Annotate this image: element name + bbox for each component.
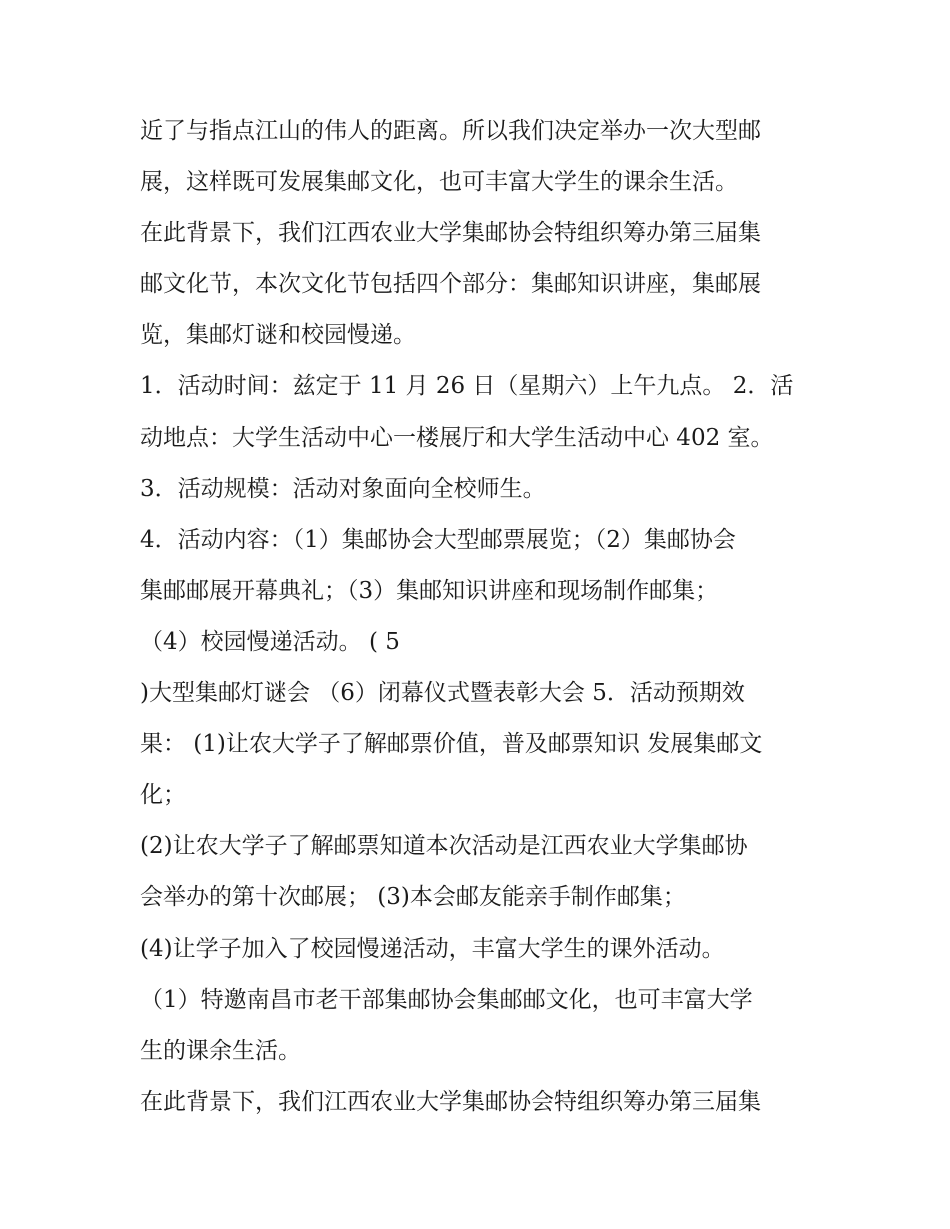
text-line: 生的课余生活。 — [140, 1037, 301, 1064]
text-line: 果： (1)让农大学子了解邮票价值，普及邮票知识 发展集邮文 — [140, 731, 763, 758]
text-line: 在此背景下，我们江西农业大学集邮协会特组织筹办第三届集 — [140, 1088, 761, 1115]
text-line: 3．活动规模：活动对象面向全校师生。 — [140, 475, 546, 502]
text-line: 览，集邮灯谜和校园慢递。 — [140, 322, 416, 349]
text-line: 4．活动内容：（1）集邮协会大型邮票展览；（2）集邮协会 — [140, 526, 736, 553]
text-line: (2)让农大学子了解邮票知道本次活动是江西农业大学集邮协 — [140, 833, 748, 860]
text-line: 在此背景下，我们江西农业大学集邮协会特组织筹办第三届集 — [140, 220, 761, 247]
text-line: (4)让学子加入了校园慢递活动，丰富大学生的课外活动。 — [140, 935, 725, 962]
text-line: )大型集邮灯谜会 （6）闭幕仪式暨表彰大会 5．活动预期效 — [140, 680, 745, 707]
text-line: 会举办的第十次邮展； (3)本会邮友能亲手制作邮集； — [140, 884, 686, 911]
text-line: （1）特邀南昌市老干部集邮协会集邮邮文化，也可丰富大学 — [140, 986, 753, 1013]
text-line: 集邮邮展开幕典礼；（3）集邮知识讲座和现场制作邮集； — [140, 577, 719, 604]
text-line: 动地点：大学生活动中心一楼展厅和大学生活动中心 402 室。 — [140, 424, 774, 451]
text-line: 化； — [140, 782, 186, 809]
text-line: 1．活动时间：兹定于 11 月 26 日（星期六）上午九点。 2．活 — [140, 373, 794, 400]
text-line: 近了与指点江山的伟人的距离。所以我们决定举办一次大型邮 — [140, 118, 761, 144]
body-text — [140, 106, 820, 1128]
text-line: 邮文化节，本次文化节包括四个部分：集邮知识讲座，集邮展 — [140, 271, 761, 298]
text-line: （4）校园慢递活动。 ( 5 — [140, 628, 400, 655]
text-line: 展，这样既可发展集邮文化，也可丰富大学生的课余生活。 — [140, 169, 738, 196]
